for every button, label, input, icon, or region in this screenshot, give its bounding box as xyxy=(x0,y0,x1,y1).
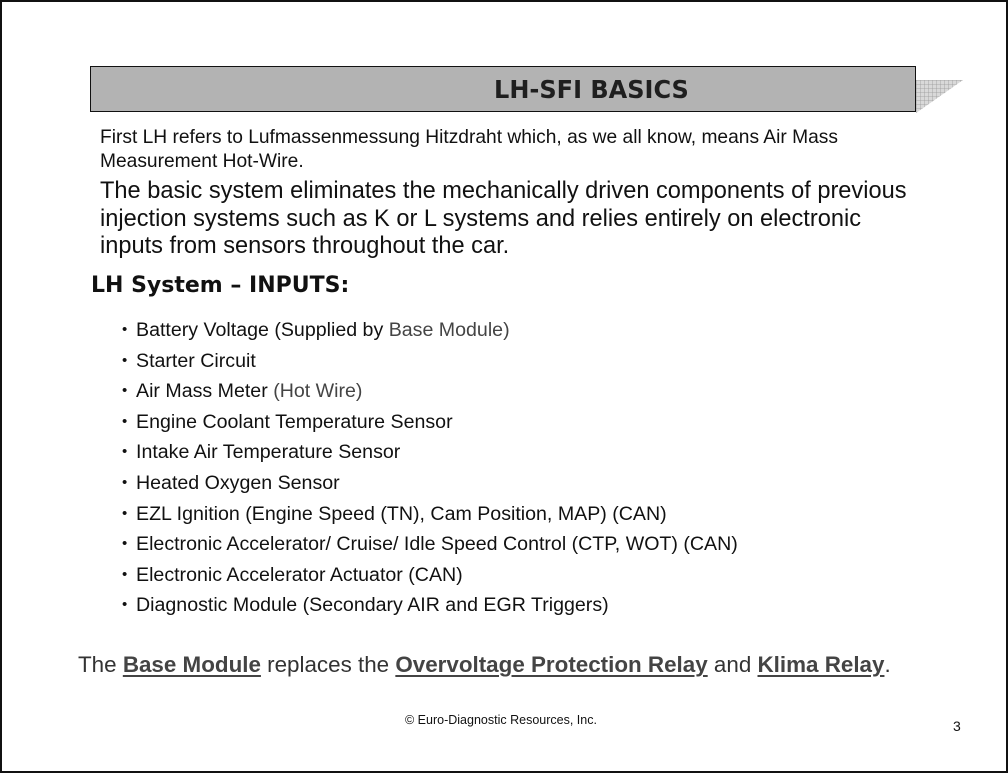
input-text: Electronic Accelerator Actuator (CAN) xyxy=(136,563,463,586)
bullet-icon: • xyxy=(122,351,128,369)
input-text: Electronic Accelerator/ Cruise/ Idle Speed Control (CTP, WOT) (CAN) xyxy=(136,533,738,556)
input-text: EZL Ignition (Engine Speed (TN), Cam Position, MAP) (CAN) xyxy=(136,502,667,525)
list-item xyxy=(122,376,738,407)
term-base-module: Base Module xyxy=(122,652,261,677)
section-heading-inputs: LH System – INPUTS: xyxy=(91,273,350,298)
input-text: Intake Air Temperature Sensor xyxy=(136,441,401,464)
bullet-icon: • xyxy=(122,443,128,461)
input-muted-text: (Hot Wire) xyxy=(273,380,363,403)
bullet-icon: • xyxy=(122,473,128,491)
intro-paragraph-definition: First LH refers to Lufmassenmessung Hitzdraht which, as we all know, means Air Mass Measurement Hot-Wire. xyxy=(100,127,838,172)
inputs-list xyxy=(122,315,738,621)
summary-prefix: The xyxy=(78,652,123,677)
list-item xyxy=(122,407,738,438)
list-item xyxy=(122,346,738,377)
summary-statement xyxy=(78,652,891,678)
title-shadow-decoration xyxy=(916,80,963,113)
list-item xyxy=(122,437,738,468)
list-item xyxy=(122,590,738,621)
summary-suffix: . xyxy=(884,652,891,677)
input-text: Starter Circuit xyxy=(136,349,256,372)
bullet-icon: • xyxy=(122,565,128,583)
input-text: Air Mass Meter xyxy=(136,380,274,403)
bullet-icon: • xyxy=(122,321,128,338)
input-text: Diagnostic Module (Secondary AIR and EGR Triggers) xyxy=(136,594,609,617)
list-item xyxy=(122,468,738,499)
bullet-icon: • xyxy=(122,504,128,522)
footer-copyright: © Euro-Diagnostic Resources, Inc. xyxy=(405,713,597,727)
bullet-icon: • xyxy=(122,382,128,400)
title-bar xyxy=(90,66,916,112)
bullet-icon: • xyxy=(122,412,128,430)
page-number: 3 xyxy=(953,718,961,734)
slide-title: LH-SFI BASICS xyxy=(493,74,689,104)
input-text: Engine Coolant Temperature Sensor xyxy=(136,410,453,433)
input-text: Battery Voltage (Supplied by xyxy=(136,319,389,341)
list-item xyxy=(122,315,738,346)
list-item xyxy=(122,529,738,560)
input-text: Heated Oxygen Sensor xyxy=(136,471,340,494)
list-item xyxy=(122,499,738,530)
list-item xyxy=(122,560,738,591)
intro-paragraph-system: The basic system eliminates the mechanically driven components of previous injection systems such as K or L systems and relies entirely on electronic inputs from sensors throughout the car. xyxy=(100,178,907,259)
bullet-icon: • xyxy=(122,596,128,614)
term-klima-relay: Klima Relay xyxy=(757,652,885,677)
summary-middle: replaces the xyxy=(260,652,396,677)
input-muted-text: Base Module) xyxy=(388,319,510,341)
bullet-icon: • xyxy=(122,535,128,553)
term-overvoltage-protection-relay: Overvoltage Protection Relay xyxy=(395,652,708,677)
summary-joiner: and xyxy=(707,652,758,677)
